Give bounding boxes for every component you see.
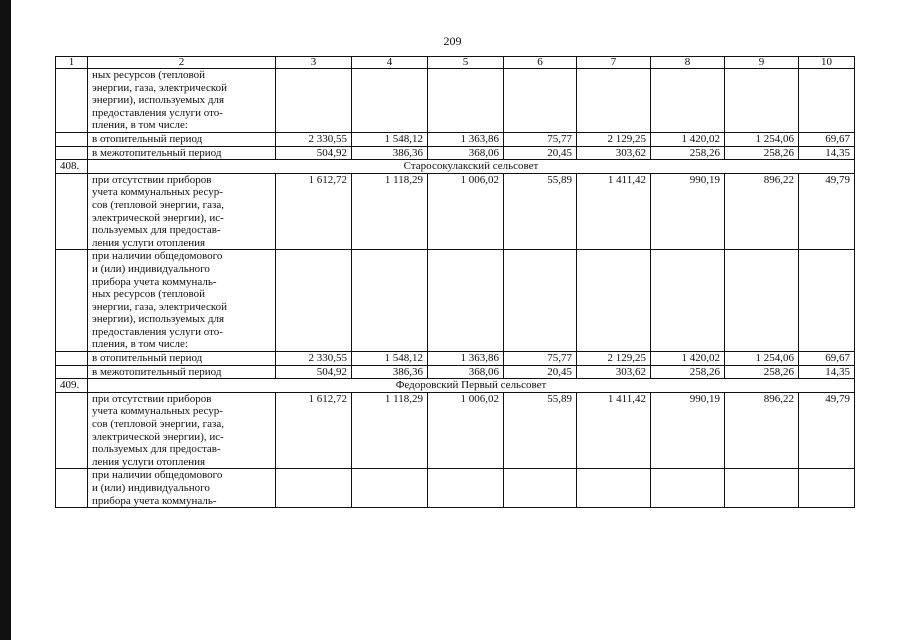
index-cell bbox=[56, 469, 88, 508]
value-cell bbox=[352, 250, 428, 352]
value-cell: 1 612,72 bbox=[276, 173, 352, 250]
description-cell bbox=[88, 392, 276, 469]
value-cell bbox=[799, 69, 855, 133]
section-row bbox=[56, 379, 855, 393]
description-line: ных ресурсов (тепловой bbox=[92, 69, 205, 81]
value-cell: 55,89 bbox=[504, 173, 577, 250]
value-cell: 14,35 bbox=[799, 146, 855, 160]
value-cell: 386,36 bbox=[352, 146, 428, 160]
section-title: Федоровский Первый сельсовет bbox=[88, 379, 855, 393]
value-cell bbox=[504, 250, 577, 352]
value-cell bbox=[428, 250, 504, 352]
value-cell bbox=[504, 469, 577, 508]
label-cell: в отопительный период bbox=[88, 352, 276, 366]
value-cell: 1 420,02 bbox=[651, 352, 725, 366]
value-cell: 20,45 bbox=[504, 146, 577, 160]
value-cell: 1 363,86 bbox=[428, 132, 504, 146]
page-number: 209 bbox=[443, 34, 462, 48]
value-cell bbox=[577, 69, 651, 133]
value-cell bbox=[651, 469, 725, 508]
index-cell bbox=[56, 352, 88, 366]
value-cell bbox=[352, 469, 428, 508]
description-cell bbox=[88, 69, 276, 133]
label-cell: в отопительный период bbox=[88, 132, 276, 146]
description-line: при наличии общедомового bbox=[92, 250, 223, 263]
description-line: пользуемых для предостав- bbox=[92, 443, 221, 456]
value-cell: 303,62 bbox=[577, 365, 651, 379]
value-cell: 258,26 bbox=[725, 365, 799, 379]
header-cell: 5 bbox=[428, 57, 504, 69]
value-cell bbox=[352, 69, 428, 133]
value-cell: 1 612,72 bbox=[276, 392, 352, 469]
header-row bbox=[56, 57, 855, 69]
description-line: прибора учета коммуналь- bbox=[92, 494, 217, 507]
section-index: 408. bbox=[56, 160, 88, 174]
table-row bbox=[56, 69, 855, 133]
label-cell: в межотопительный период bbox=[88, 146, 276, 160]
value-cell: 20,45 bbox=[504, 365, 577, 379]
description-line: энергии), используемых для bbox=[92, 94, 225, 107]
value-cell: 2 330,55 bbox=[276, 352, 352, 366]
value-cell: 896,22 bbox=[725, 392, 799, 469]
description-line: ления услуги отопления bbox=[92, 455, 206, 468]
description-line: при отсутствии приборов bbox=[92, 392, 212, 405]
description-line: предоставления услуги ото- bbox=[92, 106, 223, 119]
header-cell: 3 bbox=[276, 57, 352, 69]
value-cell: 1 363,86 bbox=[428, 352, 504, 366]
value-cell bbox=[428, 69, 504, 133]
index-cell bbox=[56, 173, 88, 250]
value-cell: 69,67 bbox=[799, 132, 855, 146]
value-cell: 368,06 bbox=[428, 365, 504, 379]
value-cell: 1 006,02 bbox=[428, 173, 504, 250]
description-line: ления услуги отопления bbox=[92, 236, 206, 249]
description-line: пользуемых для предостав- bbox=[92, 224, 221, 237]
description-line: сов (тепловой энергии, газа, bbox=[92, 198, 224, 211]
section-row bbox=[56, 160, 855, 174]
description-line: ных ресурсов (тепловой bbox=[92, 288, 205, 301]
table-row bbox=[56, 392, 855, 469]
value-cell: 258,26 bbox=[725, 146, 799, 160]
value-cell: 1 420,02 bbox=[651, 132, 725, 146]
value-cell bbox=[504, 69, 577, 133]
value-cell: 258,26 bbox=[651, 146, 725, 160]
value-cell bbox=[799, 469, 855, 508]
value-cell: 303,62 bbox=[577, 146, 651, 160]
table-row bbox=[56, 146, 855, 160]
table-row bbox=[56, 132, 855, 146]
index-cell bbox=[56, 146, 88, 160]
value-cell: 1 254,06 bbox=[725, 132, 799, 146]
table-row bbox=[56, 173, 855, 250]
description-line: энергии, газа, электрической bbox=[92, 300, 228, 313]
description-line: сов (тепловой энергии, газа, bbox=[92, 418, 224, 431]
value-cell: 990,19 bbox=[651, 392, 725, 469]
header-cell: 7 bbox=[577, 57, 651, 69]
table-row bbox=[56, 352, 855, 366]
label-cell: в межотопительный период bbox=[88, 365, 276, 379]
description-line: прибора учета коммуналь- bbox=[92, 275, 217, 288]
description-cell bbox=[88, 173, 276, 250]
description-line: учета коммунальных ресур- bbox=[92, 186, 223, 199]
section-title: Старосокулакский сельсовет bbox=[88, 160, 855, 174]
description-line: электрической энергии), ис- bbox=[92, 430, 224, 443]
value-cell: 1 548,12 bbox=[352, 352, 428, 366]
value-cell bbox=[725, 69, 799, 133]
index-cell bbox=[56, 69, 88, 133]
description-line: пления, в том числе: bbox=[92, 338, 188, 351]
index-cell bbox=[56, 250, 88, 352]
description-line: энергии), используемых для bbox=[92, 313, 225, 326]
value-cell bbox=[577, 469, 651, 508]
header-cell: 2 bbox=[88, 57, 276, 69]
index-cell bbox=[56, 365, 88, 379]
value-cell: 990,19 bbox=[651, 173, 725, 250]
value-cell: 258,26 bbox=[651, 365, 725, 379]
value-cell bbox=[276, 69, 352, 133]
header-cell: 8 bbox=[651, 57, 725, 69]
value-cell: 386,36 bbox=[352, 365, 428, 379]
value-cell: 1 411,42 bbox=[577, 173, 651, 250]
value-cell: 1 006,02 bbox=[428, 392, 504, 469]
value-cell: 2 129,25 bbox=[577, 132, 651, 146]
description-line: пления, в том числе: bbox=[92, 119, 188, 132]
value-cell: 2 330,55 bbox=[276, 132, 352, 146]
header-cell: 10 bbox=[799, 57, 855, 69]
value-cell: 69,67 bbox=[799, 352, 855, 366]
value-cell: 1 254,06 bbox=[725, 352, 799, 366]
value-cell bbox=[276, 469, 352, 508]
value-cell: 55,89 bbox=[504, 392, 577, 469]
value-cell bbox=[725, 250, 799, 352]
header-cell: 1 bbox=[56, 57, 88, 69]
value-cell bbox=[725, 469, 799, 508]
value-cell bbox=[276, 250, 352, 352]
value-cell: 49,79 bbox=[799, 173, 855, 250]
value-cell: 49,79 bbox=[799, 392, 855, 469]
index-cell bbox=[56, 392, 88, 469]
header-cell: 6 bbox=[504, 57, 577, 69]
value-cell: 504,92 bbox=[276, 146, 352, 160]
description-line: при отсутствии приборов bbox=[92, 173, 212, 186]
value-cell: 368,06 bbox=[428, 146, 504, 160]
table-row bbox=[56, 469, 855, 508]
description-line: и (или) индивидуального bbox=[92, 262, 210, 275]
description-line: при наличии общедомового bbox=[92, 469, 223, 482]
description-line: энергии, газа, электрической bbox=[92, 81, 228, 94]
description-line: учета коммунальных ресур- bbox=[92, 405, 223, 418]
value-cell: 1 548,12 bbox=[352, 132, 428, 146]
description-cell bbox=[88, 250, 276, 352]
header-cell: 9 bbox=[725, 57, 799, 69]
header-cell: 4 bbox=[352, 57, 428, 69]
section-index: 409. bbox=[56, 379, 88, 393]
value-cell: 14,35 bbox=[799, 365, 855, 379]
value-cell: 504,92 bbox=[276, 365, 352, 379]
value-cell: 1 118,29 bbox=[352, 392, 428, 469]
table-row bbox=[56, 365, 855, 379]
value-cell: 1 118,29 bbox=[352, 173, 428, 250]
description-line: и (или) индивидуального bbox=[92, 482, 210, 494]
value-cell: 1 411,42 bbox=[577, 392, 651, 469]
scan-edge bbox=[0, 0, 11, 640]
value-cell: 896,22 bbox=[725, 173, 799, 250]
value-cell bbox=[799, 250, 855, 352]
value-cell bbox=[651, 69, 725, 133]
table-row bbox=[56, 250, 855, 352]
value-cell: 2 129,25 bbox=[577, 352, 651, 366]
description-line: электрической энергии), ис- bbox=[92, 211, 224, 224]
table-body bbox=[56, 57, 855, 508]
value-cell bbox=[428, 469, 504, 508]
description-cell bbox=[88, 469, 276, 508]
value-cell: 75,77 bbox=[504, 132, 577, 146]
index-cell bbox=[56, 132, 88, 146]
value-cell bbox=[577, 250, 651, 352]
value-cell: 75,77 bbox=[504, 352, 577, 366]
description-line: предоставления услуги ото- bbox=[92, 325, 223, 338]
value-cell bbox=[651, 250, 725, 352]
tariff-table bbox=[55, 56, 855, 508]
